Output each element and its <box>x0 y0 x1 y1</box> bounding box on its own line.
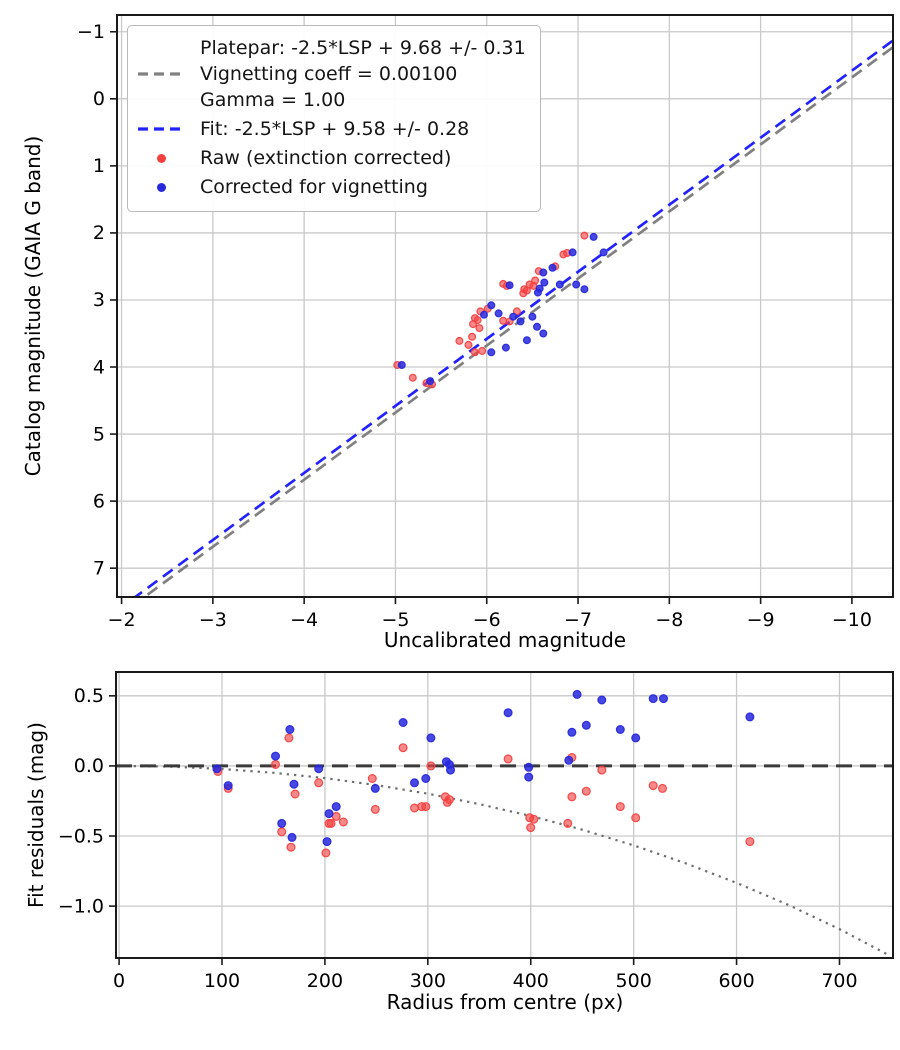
raw-point <box>340 818 348 826</box>
corrected-point <box>411 779 419 787</box>
corrected-point <box>399 719 407 727</box>
raw-point <box>278 828 286 836</box>
corrected-point <box>573 691 581 699</box>
corrected-point <box>495 310 502 317</box>
raw-point <box>422 803 430 811</box>
raw-point <box>530 815 538 823</box>
corrected-point <box>534 323 541 330</box>
y-tick-label: 1 <box>92 155 105 178</box>
y-tick-label: 3 <box>92 289 105 312</box>
corrected-point <box>422 775 430 783</box>
x-tick-label: −7 <box>564 609 593 631</box>
vignetting-model-curve <box>119 766 889 955</box>
corrected-point <box>524 337 531 344</box>
x-tick-label: −4 <box>290 609 319 631</box>
corrected-point <box>573 281 580 288</box>
y-tick-label: −0.5 <box>57 825 104 848</box>
fit-dash-swatch <box>138 126 184 132</box>
raw-point <box>598 766 606 774</box>
legend-platepar-line2: Vignetting coeff = 0.00100 <box>200 63 458 85</box>
corrected-point <box>598 696 606 704</box>
x-tick-label: −10 <box>831 609 872 631</box>
y-tick-label: 4 <box>92 356 105 379</box>
y-tick-label: 5 <box>92 423 105 446</box>
raw-point <box>465 342 472 349</box>
raw-dot-icon <box>138 154 184 163</box>
y-tick-label: 6 <box>92 490 105 513</box>
corrected-point <box>525 763 533 771</box>
raw-point <box>371 806 379 814</box>
fit-dashed-line-icon <box>138 126 184 132</box>
corrected-point <box>600 249 607 256</box>
x-tick-label: 600 <box>718 970 755 992</box>
raw-point <box>532 277 539 284</box>
y-tick-label: 7 <box>92 557 105 580</box>
x-tick-label: −6 <box>472 609 501 631</box>
corrected-point <box>481 311 488 318</box>
raw-point <box>527 824 535 832</box>
raw-point <box>456 338 463 345</box>
legend-row-platepar <box>138 35 526 113</box>
raw-point <box>427 762 435 770</box>
corrected-point <box>447 766 455 774</box>
raw-point <box>476 325 483 332</box>
corrected-point <box>398 362 405 369</box>
corrected-point <box>224 782 232 790</box>
corrected-point <box>278 820 286 828</box>
corrected-point <box>536 285 543 292</box>
top-xaxis-label: Uncalibrated magnitude <box>383 628 627 652</box>
plot-area <box>116 691 893 956</box>
corrected-point <box>540 269 547 276</box>
raw-point <box>411 804 419 812</box>
raw-point <box>285 734 293 742</box>
corrected-point <box>529 313 536 320</box>
corrected-point <box>213 765 221 773</box>
raw-point <box>504 755 512 763</box>
corrected-point <box>427 734 435 742</box>
corrected-point <box>582 721 590 729</box>
y-tick-label: −1 <box>76 21 105 44</box>
raw-point <box>581 232 588 239</box>
legend-row-raw <box>138 145 526 171</box>
x-tick-label: 200 <box>306 970 344 992</box>
y-tick-label: 2 <box>92 222 105 245</box>
x-tick-label: −9 <box>746 609 775 631</box>
x-tick-label: −5 <box>381 609 410 631</box>
raw-point <box>632 814 640 822</box>
legend-corrected-label: Corrected for vignetting <box>200 176 428 198</box>
corrected-point <box>504 709 512 717</box>
legend-platepar-line1: Platepar: -2.5*LSP + 9.68 +/- 0.31 <box>200 37 526 59</box>
raw-point <box>568 793 576 801</box>
corrected-point <box>488 302 495 309</box>
raw-point <box>272 761 280 769</box>
bottom-xaxis-label: Radius from centre (px) <box>386 990 624 1014</box>
x-tick-label: −3 <box>198 609 227 631</box>
raw-point <box>315 779 323 787</box>
corrected-point <box>272 752 280 760</box>
x-tick-label: −8 <box>655 609 684 631</box>
corrected-point <box>332 803 340 811</box>
corrected-point <box>590 234 597 241</box>
corrected-point <box>488 349 495 356</box>
raw-point <box>564 820 572 828</box>
corrected-point <box>371 785 379 793</box>
y-tick-label: 0.5 <box>73 685 104 708</box>
corrected-point <box>581 286 588 293</box>
corrected-point <box>616 726 624 734</box>
x-tick-label: 700 <box>821 970 858 992</box>
y-tick-label: −1.0 <box>57 895 104 918</box>
corrected-point <box>506 282 513 289</box>
legend-platepar-line3: Gamma = 1.00 <box>200 89 346 111</box>
raw-point <box>409 374 416 381</box>
raw-point <box>582 787 590 795</box>
raw-point <box>327 820 335 828</box>
corrected-point <box>325 810 333 818</box>
x-tick-label: −2 <box>107 609 136 631</box>
corrected-point <box>649 695 657 703</box>
corrected-point <box>510 313 517 320</box>
raw-point <box>399 744 407 752</box>
raw-point <box>322 849 330 857</box>
corrected-point <box>315 765 323 773</box>
raw-point <box>616 803 624 811</box>
corrected-point <box>541 279 548 286</box>
raw-point <box>746 838 754 846</box>
bottom-yaxis-label: Fit residuals (mag) <box>24 722 48 908</box>
corrected-dot-icon <box>138 183 184 192</box>
corrected-point <box>290 780 298 788</box>
raw-point <box>659 785 667 793</box>
raw-point <box>446 796 454 804</box>
x-tick-label: 0 <box>113 970 126 992</box>
platepar-dashed-line-icon <box>138 71 184 77</box>
corrected-point <box>660 695 668 703</box>
raw-point <box>368 775 376 783</box>
corrected-point <box>288 834 296 842</box>
corrected-point <box>517 318 524 325</box>
y-tick-label: 0 <box>92 88 105 111</box>
raw-point <box>474 317 481 324</box>
legend-row-corrected <box>138 174 526 200</box>
corrected-point <box>323 838 331 846</box>
corrected-point <box>632 734 640 742</box>
corrected-point <box>525 773 533 781</box>
raw-point <box>472 349 479 356</box>
corrected-point <box>569 249 576 256</box>
raw-point <box>469 333 476 340</box>
x-tick-label: 500 <box>615 970 652 992</box>
corrected-point <box>549 264 556 271</box>
raw-point <box>500 317 507 324</box>
corrected-point <box>568 728 576 736</box>
x-tick-label: 400 <box>512 970 549 992</box>
raw-point <box>649 782 657 790</box>
legend-raw-label: Raw (extinction corrected) <box>200 147 452 169</box>
corrected-point <box>540 330 547 337</box>
raw-point <box>479 348 486 355</box>
platepar-dash-swatch <box>138 71 184 77</box>
corrected-point <box>746 713 754 721</box>
corrected-point <box>556 281 563 288</box>
legend-row-fit <box>138 116 526 142</box>
raw-point <box>287 843 295 851</box>
legend-fit-label: Fit: -2.5*LSP + 9.58 +/- 0.28 <box>200 118 470 140</box>
x-tick-label: 100 <box>203 970 241 992</box>
corrected-point <box>565 756 573 764</box>
x-tick-label: 300 <box>409 970 446 992</box>
y-tick-label: 0.0 <box>73 755 104 778</box>
corrected-point <box>503 344 510 351</box>
corrected-point <box>427 378 434 385</box>
top-yaxis-label: Catalog magnitude (GAIA G band) <box>21 135 45 477</box>
legend <box>127 25 541 212</box>
chart-fit-residuals <box>58 672 893 992</box>
raw-point <box>291 790 299 798</box>
corrected-point <box>286 726 294 734</box>
